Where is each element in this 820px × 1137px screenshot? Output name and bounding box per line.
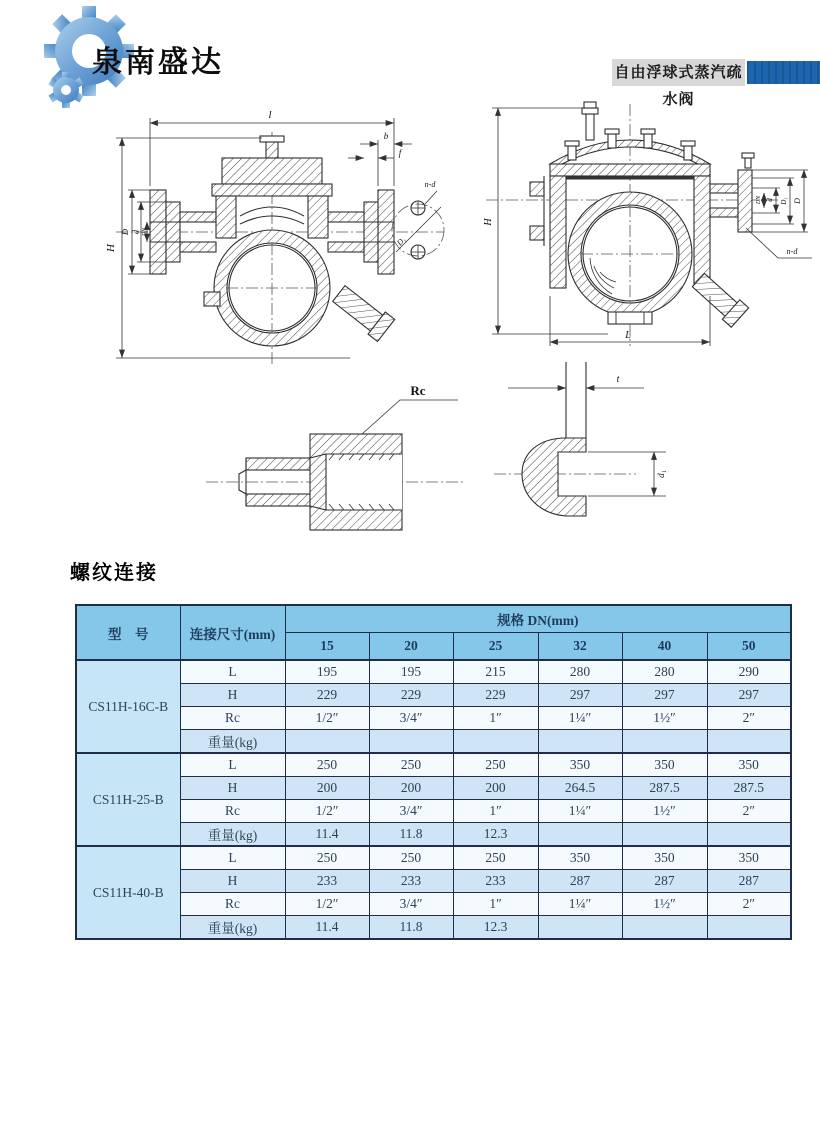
value-cell: 195 (369, 660, 453, 684)
value-cell: 229 (369, 684, 453, 707)
spec-table-body (76, 660, 791, 939)
value-cell: 11.4 (285, 916, 369, 940)
value-cell: 12.3 (453, 823, 538, 847)
value-cell: 233 (285, 870, 369, 893)
value-cell (285, 730, 369, 754)
value-cell: 250 (285, 846, 369, 870)
value-cell: 233 (453, 870, 538, 893)
value-cell: 1¼″ (538, 707, 622, 730)
dim-label-t: t (616, 374, 620, 385)
dim-label-D: D (120, 228, 130, 236)
value-cell: 350 (538, 846, 622, 870)
table-row (76, 916, 791, 940)
dim-label-D1: D₁ (395, 235, 408, 248)
dim-label-f: f (398, 148, 402, 158)
value-cell: 1″ (453, 707, 538, 730)
col-header-dim: 连接尺寸(mm) (180, 605, 285, 660)
dim-label-b: b (383, 131, 389, 141)
value-cell: 290 (707, 660, 791, 684)
col-header-model: 型 号 (76, 605, 180, 660)
dim-label-cell: L (180, 846, 285, 870)
table-row (76, 870, 791, 893)
dim-label-n-d: n-d (424, 180, 436, 189)
section-heading-threaded-connection: 螺纹连接 (70, 562, 158, 584)
value-cell (622, 730, 707, 754)
value-cell: 280 (538, 660, 622, 684)
value-cell: 287 (622, 870, 707, 893)
value-cell: 287.5 (622, 777, 707, 800)
value-cell: 215 (453, 660, 538, 684)
drawing-flanged-valve-front (100, 96, 448, 372)
value-cell: 264.5 (538, 777, 622, 800)
value-cell: 250 (285, 753, 369, 777)
model-cell: CS11H-40-B (76, 846, 180, 939)
col-header-dn: 25 (453, 633, 538, 661)
table-row (76, 660, 791, 684)
dim-label-H: H (483, 218, 494, 226)
spec-table-head (76, 605, 791, 660)
value-cell: 1″ (453, 800, 538, 823)
model-cell: CS11H-16C-B (76, 660, 180, 753)
value-cell: 3/4″ (369, 893, 453, 916)
value-cell: 250 (453, 753, 538, 777)
dim-label-n-d: n-d (786, 247, 798, 256)
dim-label-cell: 重量(kg) (180, 730, 285, 754)
value-cell: 3/4″ (369, 707, 453, 730)
model-cell: CS11H-25-B (76, 753, 180, 846)
value-cell: 11.4 (285, 823, 369, 847)
value-cell (538, 823, 622, 847)
col-header-dn: 32 (538, 633, 622, 661)
value-cell: 2″ (707, 707, 791, 730)
value-cell: 287 (538, 870, 622, 893)
value-cell: 1/2″ (285, 800, 369, 823)
value-cell: 297 (538, 684, 622, 707)
value-cell: 350 (622, 846, 707, 870)
drawing-flanged-valve-side (478, 100, 820, 352)
col-header-dn: 50 (707, 633, 791, 661)
value-cell: 297 (707, 684, 791, 707)
value-cell: 1¼″ (538, 800, 622, 823)
dim-label-DN: DN (756, 195, 762, 205)
table-row (76, 823, 791, 847)
value-cell: 250 (369, 753, 453, 777)
col-header-dn: 40 (622, 633, 707, 661)
table-row (76, 800, 791, 823)
value-cell (707, 730, 791, 754)
col-header-dn: 20 (369, 633, 453, 661)
value-cell (707, 823, 791, 847)
dim-label-Rc: Rc (410, 383, 426, 398)
value-cell: 1½″ (622, 893, 707, 916)
value-cell: 1/2″ (285, 893, 369, 916)
value-cell: 229 (453, 684, 538, 707)
value-cell: 1½″ (622, 800, 707, 823)
dim-label-cell: Rc (180, 893, 285, 916)
value-cell: 1/2″ (285, 707, 369, 730)
table-row (76, 684, 791, 707)
value-cell: 297 (622, 684, 707, 707)
dim-label-cell: Rc (180, 800, 285, 823)
col-header-spec: 规格 DN(mm) (285, 605, 791, 633)
dim-label-cell: L (180, 753, 285, 777)
table-row (76, 730, 791, 754)
value-cell (538, 916, 622, 940)
value-cell: 250 (453, 846, 538, 870)
col-header-dn: 15 (285, 633, 369, 661)
value-cell: 350 (538, 753, 622, 777)
value-cell: 200 (369, 777, 453, 800)
value-cell: 350 (707, 753, 791, 777)
value-cell: 350 (707, 846, 791, 870)
value-cell: 200 (285, 777, 369, 800)
value-cell: 200 (453, 777, 538, 800)
dim-label-d1: d₁ (656, 470, 666, 478)
value-cell: 350 (622, 753, 707, 777)
dim-label-d: d (131, 230, 141, 234)
dim-label-D1: D₁ (780, 197, 788, 205)
value-cell: 3/4″ (369, 800, 453, 823)
value-cell: 2″ (707, 800, 791, 823)
drawing-threaded-end (194, 370, 476, 544)
value-cell: 250 (369, 846, 453, 870)
value-cell (622, 823, 707, 847)
table-row (76, 846, 791, 870)
dim-label-L: L (625, 330, 631, 341)
dim-label-D: D (793, 198, 802, 204)
spec-table (75, 604, 792, 940)
table-row (76, 893, 791, 916)
dim-label-H: H (105, 244, 117, 252)
brand-name: 泉南盛达 (92, 46, 224, 79)
value-cell (622, 916, 707, 940)
value-cell (538, 730, 622, 754)
value-cell: 229 (285, 684, 369, 707)
drawing-socket-weld-end (478, 356, 716, 534)
value-cell: 2″ (707, 893, 791, 916)
value-cell: 12.3 (453, 916, 538, 940)
value-cell (453, 730, 538, 754)
dim-label-d: d (766, 198, 774, 202)
value-cell: 11.8 (369, 823, 453, 847)
dim-label-cell: Rc (180, 707, 285, 730)
dim-label-l: l (268, 109, 272, 121)
dim-label-cell: L (180, 660, 285, 684)
value-cell: 1¼″ (538, 893, 622, 916)
value-cell: 287 (707, 870, 791, 893)
value-cell: 280 (622, 660, 707, 684)
dim-label-cell: H (180, 777, 285, 800)
value-cell (369, 730, 453, 754)
value-cell: 287.5 (707, 777, 791, 800)
value-cell: 1″ (453, 893, 538, 916)
dim-label-cell: H (180, 870, 285, 893)
value-cell: 11.8 (369, 916, 453, 940)
dim-label-cell: 重量(kg) (180, 916, 285, 940)
dim-label-cell: H (180, 684, 285, 707)
value-cell (707, 916, 791, 940)
dim-label-DN: DN (142, 227, 148, 237)
table-row (76, 777, 791, 800)
dim-label-cell: 重量(kg) (180, 823, 285, 847)
value-cell: 233 (369, 870, 453, 893)
table-row (76, 707, 791, 730)
value-cell: 195 (285, 660, 369, 684)
table-row (76, 753, 791, 777)
value-cell: 1½″ (622, 707, 707, 730)
brand-blue-bar (747, 61, 820, 84)
product-title-badge: 自由浮球式蒸汽疏水阀 (612, 59, 745, 86)
